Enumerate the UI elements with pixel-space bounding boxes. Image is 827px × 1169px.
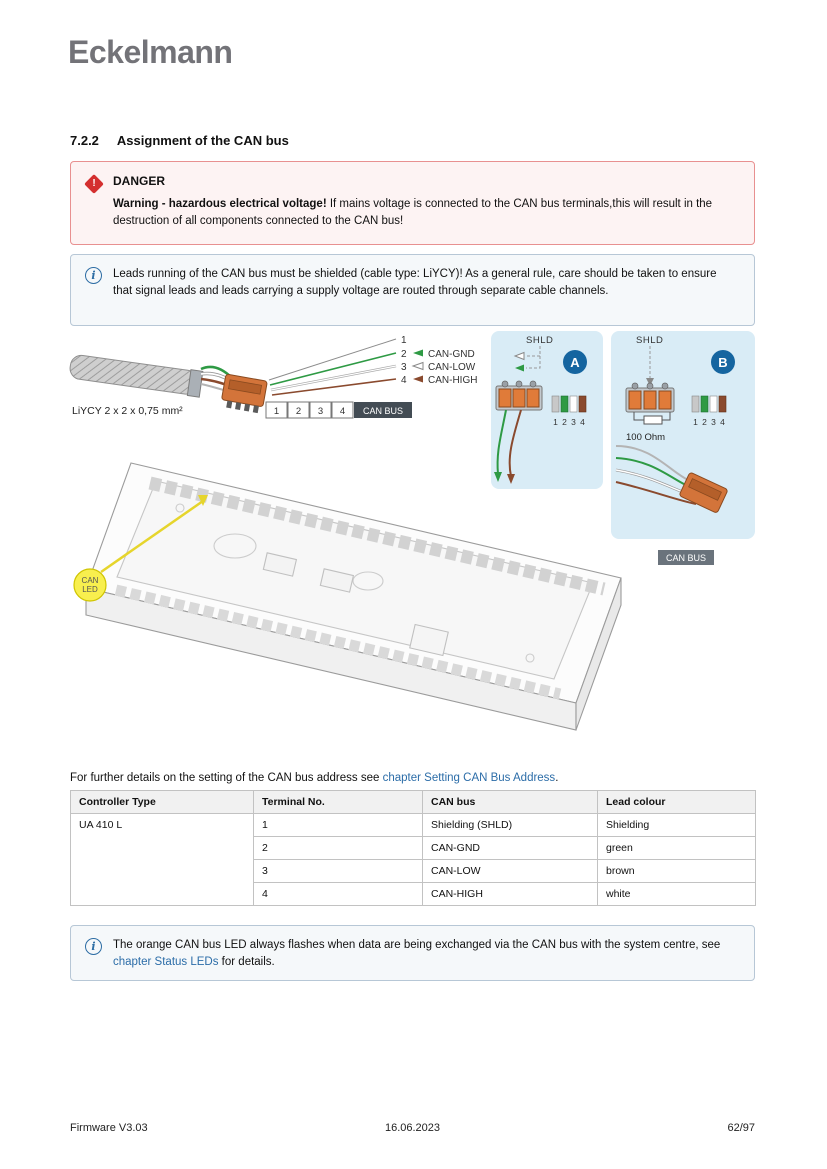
a-num-3: 3 [571,417,576,427]
section-title: Assignment of the CAN bus [116,133,289,148]
callout-panel-a [491,331,603,489]
can-bus-badge-b-label: CAN BUS [665,553,707,563]
company-logo: Eckelmann [68,34,233,70]
danger-text [113,196,736,229]
a-num-4: 4 [580,417,585,427]
info-icon [85,267,102,284]
marker-b-letter: B [718,355,728,370]
cell-terminal: 4 [254,883,423,906]
cross-reference-paragraph [70,772,558,784]
cable-illustration [69,335,478,418]
can-bus-wiring-diagram [60,328,760,770]
a-num-1: 1 [553,417,558,427]
info-box-led [70,925,755,981]
footer-page-number: 62/97 [727,1122,755,1134]
info-led-after: for details. [218,955,275,968]
info-glyph: i [91,269,96,282]
b-num-4: 4 [720,417,725,427]
danger-box [70,161,755,245]
table-header-row [71,791,756,814]
terminal-2-label: 2 [401,349,407,360]
cell-can-bus: CAN-GND [423,837,598,860]
col-header-lead-colour: Lead colour [598,791,756,814]
can-high-label: CAN-HIGH [428,375,478,386]
strip-4: 4 [339,406,346,417]
paragraph-period: . [555,772,559,784]
resistor-label: 100 Ohm [626,432,666,443]
strip-3: 3 [317,406,324,417]
can-bus-terminal-strip [266,402,412,418]
col-header-controller-type: Controller Type [71,791,254,814]
cell-terminal: 2 [254,837,423,860]
cell-lead-colour: green [598,837,756,860]
danger-icon [84,174,104,194]
danger-glyph: ! [92,178,96,189]
cell-terminal: 3 [254,860,423,883]
link-setting-can-bus-address[interactable]: chapter Setting CAN Bus Address [382,772,556,784]
controller-illustration [86,463,621,730]
section-number: 7.2.2 [70,133,99,148]
callout-panel-b [611,331,755,539]
info-led-before: The orange CAN bus LED always flashes when data are being exchanged via the CAN bus with the system centre, see [113,939,721,951]
can-low-label: CAN-LOW [428,362,476,373]
info-icon [85,938,102,955]
footer-firmware: Firmware V3.03 [70,1122,148,1134]
can-bus-assignment-table [70,790,756,906]
info-box-shielding [70,254,755,326]
cell-can-bus: Shielding (SHLD) [423,814,598,837]
danger-body: If mains voltage is connected to the CAN bus terminals,this will result in the destruction of all components connected to the CAN bus! [113,198,713,227]
cell-lead-colour: brown [598,860,756,883]
cable-connector [220,374,267,414]
danger-lead: Warning - hazardous electrical voltage! [113,198,327,210]
white-arrow-icon [413,363,423,370]
terminal-4-label: 4 [401,375,407,386]
can-led-label-1: CAN [81,576,99,585]
col-header-can-bus: CAN bus [423,791,598,814]
a-num-2: 2 [562,417,567,427]
col-header-terminal-no: Terminal No. [254,791,423,814]
b-num-3: 3 [711,417,716,427]
b-num-2: 2 [702,417,707,427]
shld-label-a: SHLD [526,335,554,346]
cable-type-label: LiYCY 2 x 2 x 0,75 mm² [72,405,183,417]
danger-title: DANGER [113,174,166,188]
cell-can-bus: CAN-HIGH [423,883,598,906]
info-led-text [113,937,736,970]
cell-lead-colour: Shielding [598,814,756,837]
shld-label-b: SHLD [636,335,664,346]
cell-lead-colour: white [598,883,756,906]
strip-1: 1 [273,406,280,417]
link-status-leds[interactable]: chapter Status LEDs [113,955,219,968]
resistor-symbol [644,416,662,424]
marker-a-letter: A [570,355,580,370]
footer-date: 16.06.2023 [384,1122,441,1134]
strip-2: 2 [295,406,302,417]
brown-arrow-icon [413,376,423,383]
cell-terminal: 1 [254,814,423,837]
cell-can-bus: CAN-LOW [423,860,598,883]
can-bus-badge-b [658,550,714,565]
table-row [71,814,756,837]
paragraph-text: For further details on the setting of the CAN bus address see [70,772,383,784]
can-gnd-label: CAN-GND [428,349,475,360]
terminal-3-label: 3 [401,362,407,373]
info-glyph: i [91,940,96,953]
section-heading [70,133,289,148]
can-led-label-2: LED [82,585,98,594]
b-num-1: 1 [693,417,698,427]
cell-controller-type: UA 410 L [71,814,254,906]
info-shielding-text: Leads running of the CAN bus must be shielded (cable type: LiYCY)! As a general rule, care should be taken to ensure that signal leads and leads carrying a supply voltage are routed through separate cable channels. [113,268,717,297]
green-arrow-icon [413,350,423,357]
can-bus-badge-label: CAN BUS [362,406,404,416]
terminal-1-label: 1 [401,335,407,346]
